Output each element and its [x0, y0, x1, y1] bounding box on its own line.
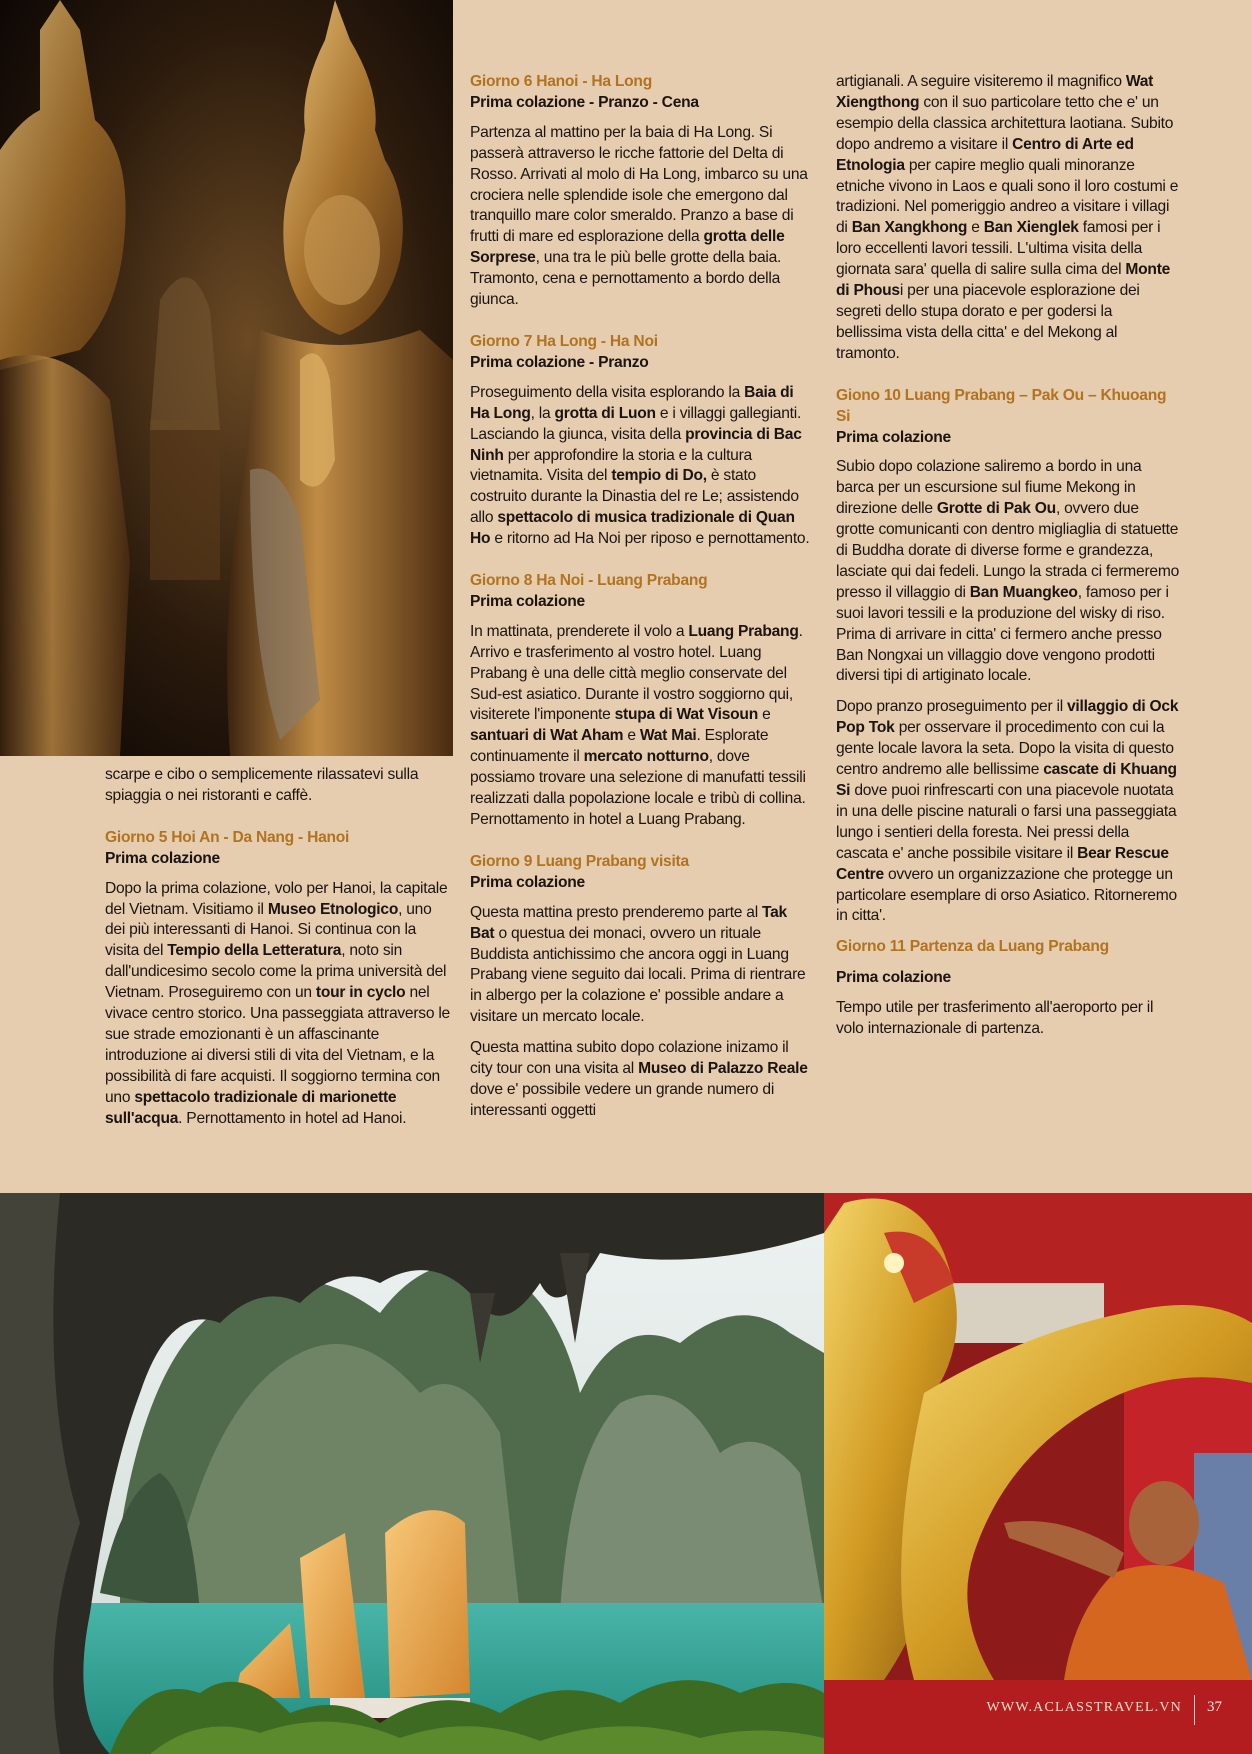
day11-section [836, 937, 1181, 1040]
day5-meals: Prima colazione [105, 849, 220, 867]
golden-naga-monk-painting-photo [824, 1193, 1252, 1680]
day7-paragraph: Proseguimento della visita esplorando la Baia di Ha Long, la grotta di Luon e i villaggi gallegianti. Lasciando la giunca, visita della provincia di Bac Ninh per approfondire la storia e la cultura vietnamita. Visita del tempio di Do, è stato costruito durante la Dinastia del re Le; assistendo allo spettacolo di musica tradizionale di Quan Ho e ritorno ad Ha Noi per riposo e pernottamento. [470, 383, 810, 548]
day8-section [470, 571, 810, 831]
column-1 [105, 765, 450, 1140]
column-2 [470, 72, 810, 1132]
day9-title: Giorno 9 Luang Prabang visita [470, 852, 689, 870]
day11-meals: Prima colazione [836, 969, 951, 987]
day7-section [470, 332, 810, 550]
day11-title: Giorno 11 Partenza da Luang Prabang [836, 938, 1109, 956]
day6-title: Giorno 6 Hanoi - Ha Long [470, 73, 652, 90]
day6-section [470, 72, 810, 311]
day6-paragraph: Partenza al mattino per la baia di Ha Long. Si passerà attraverso le ricche fattorie del Delta di Rosso. Arrivati al molo di Ha Long, imbarco su una crociera nelle splendide isole che emergono dal tranquillo mare color smeraldo. Pranzo a base di frutti di mare ed esplorazione della grotta delle Sorprese, una tra le più belle grotte della baia. Tramonto, cena e pernottamento a bordo della giunca. [470, 123, 808, 309]
website-url[interactable]: WWW.ACLASSTRAVEL.VN [986, 1700, 1182, 1715]
ha-long-bay-junk-boat-photo [0, 1193, 824, 1754]
day7-title: Giorno 7 Ha Long - Ha Noi [470, 332, 658, 350]
day9-paragraph-1: Questa mattina presto prenderemo parte al Tak Bat o questua dei monaci, ovvero un rituale Buddista antichissimo che ancora oggi in Luang Prabang viene seguito dai locali. Prima di rientrare in albergo per la colazione e' possible andare a visitare un mercato locale. [470, 903, 806, 1026]
day8-meals: Prima colazione [470, 592, 585, 610]
intro-paragraph: scarpe e cibo o semplicemente rilassatevi sulla spiaggia o nei ristoranti e caffè. [105, 766, 419, 804]
day9-section [470, 852, 810, 1122]
day8-title: Giorno 8 Ha Noi - Luang Prabang [470, 572, 708, 590]
day9-continued-paragraph: artigianali. A seguire visiteremo il magnifico Wat Xiengthong con il suo particolare tetto che e' un esempio della classica architettura laotiana. Subito dopo andremo a visitare il Centro di Arte ed Etnologia per capire meglio quali minoranze etniche vivono in Laos e quali sono il loro costumi e tradizioni. Nel pomeriggio andreo a visitare i villagi di Ban Xangkhong e Ban Xienglek famosi per i loro eccellenti lavori tessili. L'ultima visita della giornata sara' quella di salire sulla cima del Monte di Phousi per una piacevole esplorazione dei segreti dello stupa dorato e per godersi la bellissima vista della citta' e del Mekong al tramonto. [836, 73, 1179, 362]
buddha-statues-photo [0, 0, 453, 756]
footer-band [824, 1680, 1252, 1754]
day10-meals: Prima colazione [836, 428, 951, 446]
day10-paragraph-1: Subio dopo colazione saliremo a bordo in una barca per un escursione sul fiume Mekong in direzione delle Grotte di Pak Ou, ovvero due grotte comunicanti con dentro migliaglia di statuette di Buddha dorate di diverse forme e grandezza, lasciate qui dai fedeli. Lungo la strada ci fermeremo presso il villaggio di Ban Muangkeo, famoso per i suoi lavori tessili e la produzione del wisky di riso. Prima di arrivare in citta' ci fermero anche presso Ban Nongxai un villaggio dove vengono prodotti diversi tipi di artiginato locale. [836, 458, 1180, 685]
day10-title: Giono 10 Luang Prabang – Pak Ou – Khuoang Si [836, 386, 1167, 425]
day5-section [105, 828, 450, 1130]
day9-paragraph-2: Questa mattina subito dopo colazione inizamo il city tour con una visita al Museo di Palazzo Reale dove e' possibile vedere un grande numero di interessanti oggetti [470, 1039, 808, 1119]
day9-meals: Prima colazione [470, 873, 585, 891]
footer-divider [1194, 1695, 1195, 1725]
page-number: 37 [1207, 1699, 1222, 1715]
day10-paragraph-2: Dopo pranzo proseguimento per il villaggio di Ock Pop Tok per osservare il procedimento con cui la gente locale lavora la seta. Dopo la visita di questo centro andremo alle bellissime cascate di Khuang Si dove puoi rinfrescarti con una piacevole nuotata in una delle piscine naturali o farsi una passeggiata lungo i sentieri della foresta. Nei pressi della cascata e' anche possibile visitare il Bear Rescue Centre ovvero un organizzazione che protegge un particolare esemplare di orso Asiatico. Ritorneremo in citta'. [836, 698, 1179, 925]
day10-section [836, 386, 1181, 928]
column-3 [836, 72, 1181, 1050]
day5-title: Giorno 5 Hoi An - Da Nang - Hanoi [105, 828, 350, 846]
day7-meals: Prima colazione - Pranzo [470, 353, 649, 371]
day5-paragraph: Dopo la prima colazione, volo per Hanoi, la capitale del Vietnam. Visitiamo il Museo Etnologico, uno dei più interessanti di Hanoi. Si continua con la visita del Tempio della Letteratura, noto sin dall'undicesimo secolo come la prima università del Vietnam. Proseguiremo con un tour in cyclo nel vivace centro storico. Una passeggiata attraverso le sue strade emozionanti è un affascinante introduzione ai diversi stili di vita del Vietnam, e la possibilità di fare acquisti. Il soggiorno termina con uno spettacolo tradizionale di marionette sull'acqua. Pernottamento in hotel ad Hanoi. [105, 879, 450, 1127]
day8-paragraph: In mattinata, prenderete il volo a Luang Prabang. Arrivo e trasferimento al vostro hotel. Luang Prabang è una delle città meglio conservate del Sud-est asiatico. Durante il vostro soggiorno qui, visiterete l'imponente stupa di Wat Visoun e santuari di Wat Aham e Wat Mai. Esplorate continuamente il mercato notturno, dove possiamo trovare una selezione di manufatti tessili realizzati dalla popolazione locale e tribù di collina. Pernottamento in hotel a Luang Prabang. [470, 622, 806, 828]
day11-paragraph: Tempo utile per trasferimento all'aeroporto per il volo internazionale di partenza. [836, 999, 1154, 1038]
day6-meals: Prima colazione - Pranzo - Cena [470, 93, 699, 111]
